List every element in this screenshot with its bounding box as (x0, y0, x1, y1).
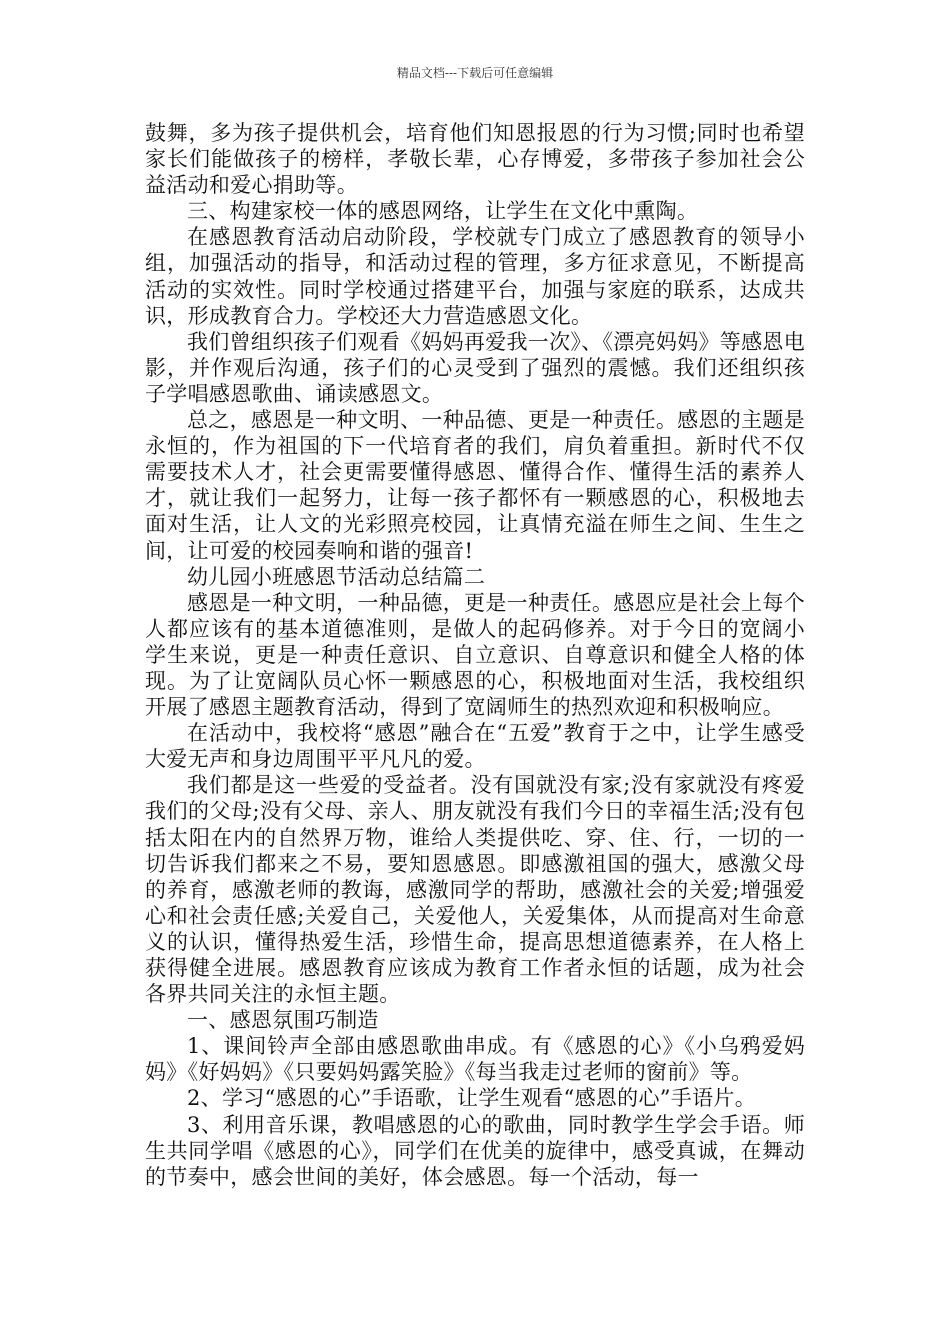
paragraph: 我们曾组织孩子们观看《妈妈再爱我一次》、《漂亮妈妈》等感恩电影，并作观后沟通，孩子们的心灵受到了强烈的震憾。我们还组织孩子学唱感恩歌曲、诵读感恩文。 (145, 329, 805, 406)
document-body (145, 120, 805, 1190)
paragraph: 鼓舞，多为孩子提供机会，培育他们知恩报恩的行为习惯;同时也希望家长们能做孩子的榜样，孝敬长辈，心存博爱，多带孩子参加社会公益活动和爱心捐助等。 (145, 121, 805, 198)
list-item: 1、课间铃声全部由感恩歌曲串成。有《感恩的心》《小乌鸦爱妈妈》《好妈妈》《只要妈妈露笑脸》《每当我走过老师的窗前》等。 (145, 1034, 805, 1085)
list-item: 3、利用音乐课，教唱感恩的心的歌曲，同时教学生学会手语。师生共同学唱《感恩的心》，同学们在优美的旋律中，感受真诚，在舞动的节奏中，感会世间的美好，体会感恩。每一个活动，每一 (145, 1112, 805, 1189)
paragraph: 在感恩教育活动启动阶段，学校就专门成立了感恩教育的领导小组，加强活动的指导，和活动过程的管理，多方征求意见，不断提高活动的实效性。同时学校通过搭建平台，加强与家庭的联系，达成共识，形成教育合力。学校还大力营造感恩文化。 (145, 225, 805, 328)
paragraph: 感恩是一种文明，一种品德，更是一种责任。感恩应是社会上每个人都应该有的基本道德准则，是做人的起码修养。对于今日的宽阔小学生来说，更是一种责任意识、自立意识、自尊意识和健全人格的体现。为了让宽阔队员心怀一颗感恩的心，积极地面对生活，我校组织开展了感恩主题教育活动，得到了宽阔师生的热烈欢迎和积极响应。 (145, 590, 805, 720)
page-header: 精品文档---下载后可任意编辑 (396, 66, 554, 80)
section-heading: 三、构建家校一体的感恩网络，让学生在文化中熏陶。 (187, 199, 699, 224)
section-heading: 一、感恩氛围巧制造 (187, 1008, 379, 1033)
paragraph: 在活动中，我校将“感恩”融合在“五爱”教育于之中，让学生感受大爱无声和身边周围平平凡凡的爱。 (145, 721, 805, 772)
paragraph: 总之，感恩是一种文明、一种品德、更是一种责任。感恩的主题是永恒的，作为祖国的下一代培育者的我们，肩负着重担。新时代不仅需要技术人才，社会更需要懂得感恩、懂得合作、懂得生活的素养人才，就让我们一起努力，让每一孩子都怀有一颗感恩的心，积极地去面对生活，让人文的光彩照亮校园，让真情充溢在师生之间、生生之间，让可爱的校园奏响和谐的强音! (145, 408, 805, 563)
list-item: 2、学习“感恩的心”手语歌，让学生观看“感恩的心”手语片。 (187, 1086, 757, 1111)
article-title: 幼儿园小班感恩节活动总结篇二 (187, 564, 486, 589)
paragraph: 我们都是这一些爱的受益者。没有国就没有家;没有家就没有疼爱我们的父母;没有父母、亲人、朋友就没有我们今日的幸福生活;没有包括太阳在内的自然界万物，谁给人类提供吃、穿、住、行，一切的一切告诉我们都来之不易，要知恩感恩。即感激祖国的强大，感激父母的养育，感激老师的教诲，感激同学的帮助，感激社会的关爱;增强爱心和社会责任感;关爱自己，关爱他人，关爱集体，从而提高对生命意义的认识，懂得热爱生活，珍惜生命，提高思想道德素养，在人格上获得健全进展。感恩教育应该成为教育工作者永恒的话题，成为社会各界共同关注的永恒主题。 (145, 773, 805, 1007)
